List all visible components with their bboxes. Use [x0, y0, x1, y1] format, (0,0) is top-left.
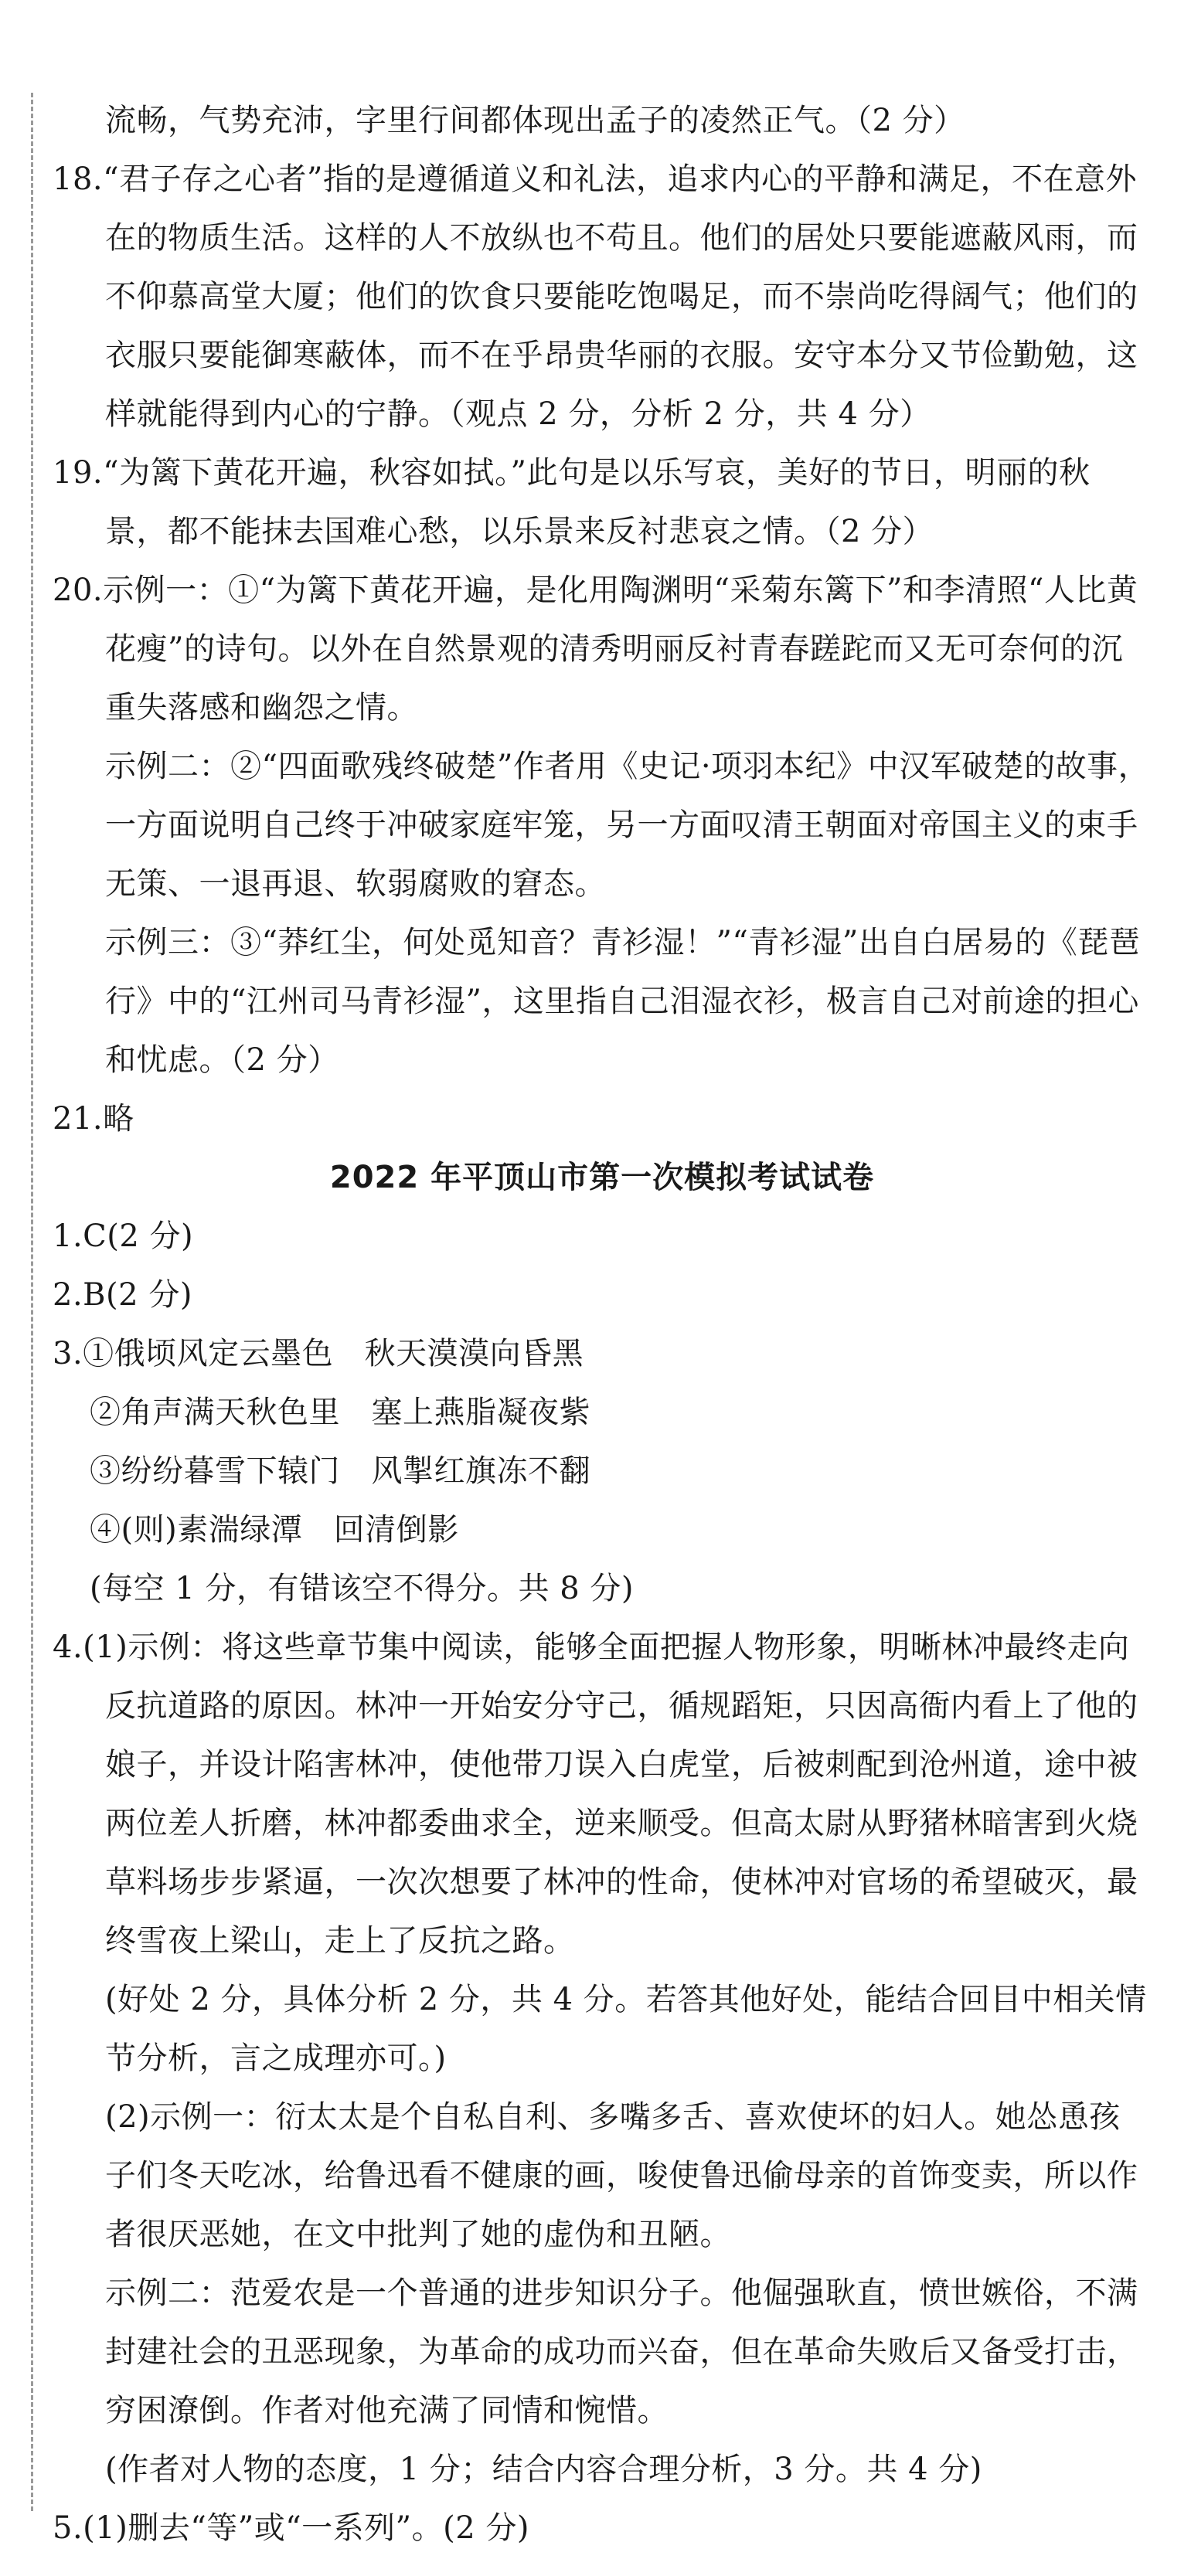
- answer-20-example-3: 示例三：③“莽红尘，何处觅知音？青衫湿！”“青衫湿”出自白居易的《琵琶行》中的“江州司马青衫湿”，这里指自己泪湿衣衫，极言自己对前途的担心和忧虑。（2 分）: [105, 925, 1141, 1078]
- answer-18: 18.“君子存之心者”指的是遵循道义和礼法，追求内心的平静和满足，不在意外在的物质生活。这样的人不放纵也不苟且。他们的居处只要能遮蔽风雨，而不仰慕高堂大厦；他们的饮食只要能吃饱喝足，而不崇尚吃得阔气；他们的衣服只要能御寒蔽体，而不在乎昂贵华丽的衣服。安守本分又节俭勤勉，这样就能得到内心的宁静。（观点 2 分，分析 2 分，共 4 分）: [53, 161, 1138, 432]
- answer-3-line-1: 3.①俄顷风定云墨色 秋天漠漠向昏黑: [53, 1336, 584, 1371]
- answer-17-continuation: 流畅，气势充沛，字里行间都体现出孟子的凌然正气。（2 分）: [105, 103, 965, 138]
- answer-4-part-2-scoring-note: (作者对人物的态度，1 分；结合内容合理分析，3 分。共 4 分): [105, 2452, 982, 2487]
- answer-4-part-1: 4.(1)示例：将这些章节集中阅读，能够全面把握人物形象，明晰林冲最终走向反抗道路的原因。林冲一开始安分守己，循规蹈矩，只因高衙内看上了他的娘子，并设计陷害林冲，使他带刀误入白虎堂，后被刺配到沧州道，途中被两位差人折磨，林冲都委曲求全，逆来顺受。但高太尉从野猪林暗害到火烧草料场步步紧逼，一次次想要了林冲的性命，使林冲对官场的希望破灭，最终雪夜上梁山，走上了反抗之路。: [53, 1630, 1138, 1959]
- answer-20-example-2: 示例二：②“四面歌残终破楚”作者用《史记·项羽本纪》中汉军破楚的故事，一方面说明自己终于冲破家庭牢笼，另一方面叹清王朝面对帝国主义的束手无策、一退再退、软弱腐败的窘态。: [105, 749, 1150, 902]
- section-title: 2022 年平顶山市第一次模拟考试试卷: [329, 1160, 875, 1195]
- answer-19: 19.“为篱下黄花开遍，秋容如拭。”此句是以乐写哀，美好的节日，明丽的秋景，都不能抹去国难心愁，以乐景来反衬悲哀之情。（2 分）: [53, 455, 1091, 549]
- answer-3-line-4: ④(则)素湍绿潭 回清倒影: [90, 1512, 459, 1548]
- answer-5-part-1: 5.(1)删去“等”或“一系列”。(2 分): [53, 2510, 529, 2546]
- answer-1: 1.C(2 分): [53, 1218, 194, 1254]
- answer-21: 21.略: [53, 1101, 134, 1137]
- answer-3-line-3: ③纷纷暮雪下辕门 风掣红旗冻不翻: [90, 1453, 590, 1489]
- answer-2: 2.B(2 分): [53, 1277, 192, 1313]
- answer-4-part-2-example-2: 示例二：范爱农是一个普通的进步知识分子。他倔强耿直，愤世嫉俗，不满封建社会的丑恶现象，为革命的成功而兴奋，但在革命失败后又备受打击，穷困潦倒。作者对他充满了同情和惋惜。: [105, 2275, 1138, 2428]
- answer-3-line-2: ②角声满天秋色里 塞上燕脂凝夜紫: [90, 1395, 590, 1430]
- answer-3-scoring-note: (每空 1 分，有错该空不得分。共 8 分): [90, 1571, 634, 1606]
- answer-4-part-1-scoring-note: (好处 2 分，具体分析 2 分，共 4 分。若答其他好处，能结合回目中相关情节分析，言之成理亦可。): [105, 1982, 1147, 2076]
- answer-content: [53, 91, 1152, 2557]
- answer-4-part-2-example-1: (2)示例一：衍太太是个自私自利、多嘴多舌、喜欢使坏的妇人。她怂恿孩子们冬天吃冰，给鲁迅看不健康的画，唆使鲁迅偷母亲的首饰变卖，所以作者很厌恶她，在文中批判了她的虚伪和丑陋。: [105, 2099, 1138, 2252]
- answer-20-example-1: 20.示例一：①“为篱下黄花开遍，是化用陶渊明“采菊东篱下”和李清照“人比黄花瘦”的诗句。以外在自然景观的清秀明丽反衬青春蹉跎而又无可奈何的沉重失落感和幽怨之情。: [53, 573, 1138, 726]
- binding-dashed-line: [31, 93, 33, 2511]
